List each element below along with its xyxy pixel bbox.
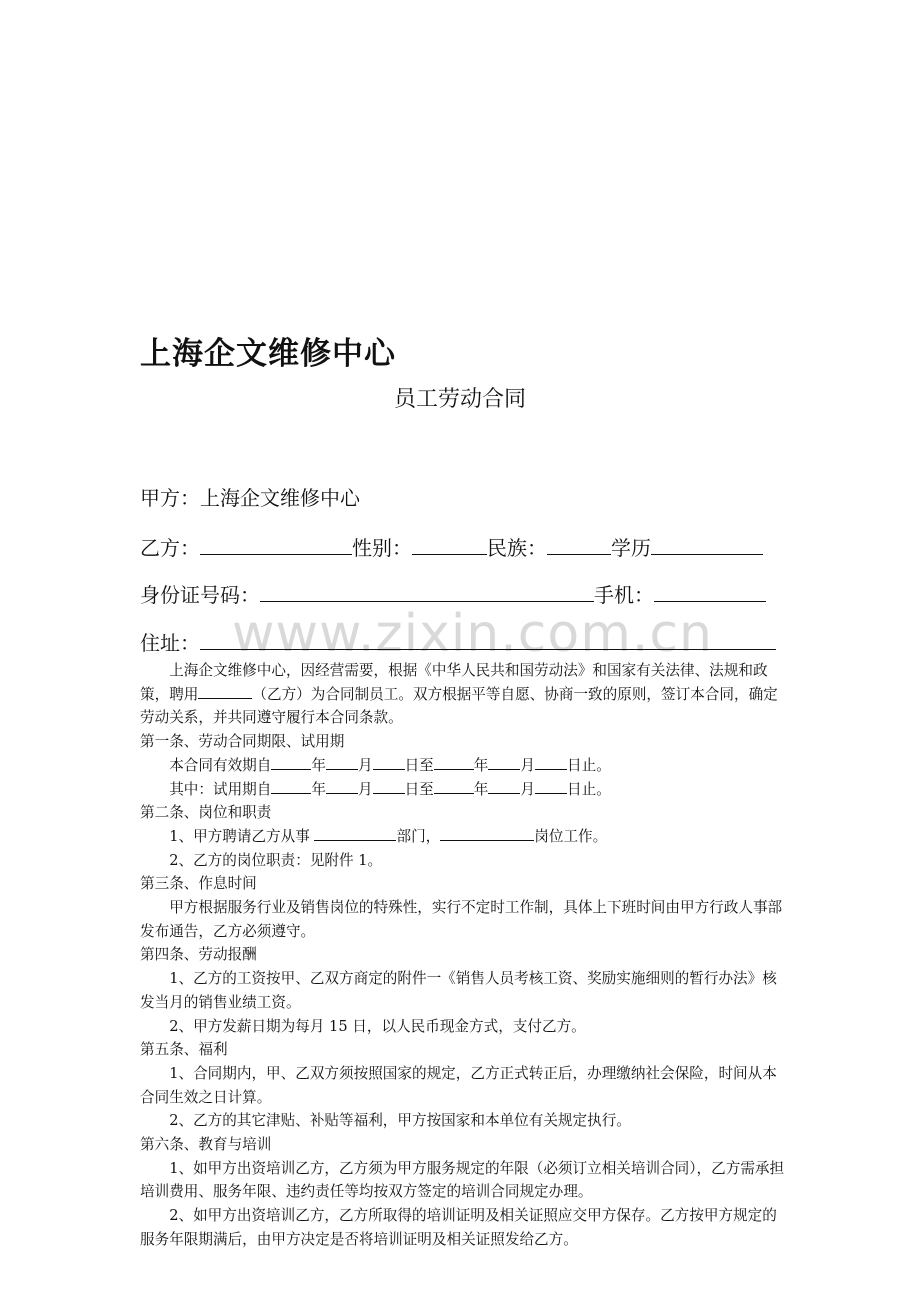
article-4-title: 第四条、劳动报酬 bbox=[140, 946, 257, 964]
contract-period-line: 本合同有效期自 年 月 日至 年 月 日止。 bbox=[169, 756, 611, 774]
id-label: 身份证号码： bbox=[140, 583, 260, 607]
ethnicity-label: 民族： bbox=[487, 536, 547, 560]
party-b-name-blank bbox=[200, 536, 352, 555]
gender-blank bbox=[412, 536, 487, 555]
article-5-title: 第五条、福利 bbox=[140, 1041, 228, 1059]
salary-paragraph-2: 2、甲方发薪日期为每月 15 日，以人民币现金方式，支付乙方。 bbox=[169, 1017, 586, 1035]
article-3-title: 第三条、作息时间 bbox=[140, 875, 257, 893]
party-a-line: 甲方：上海企文维修中心 bbox=[140, 486, 360, 510]
education-blank bbox=[651, 536, 763, 555]
article-1-title: 第一条、劳动合同期限、试用期 bbox=[140, 733, 345, 751]
phone-blank bbox=[654, 583, 766, 602]
watermark: www.zixin.com.cn bbox=[232, 604, 713, 664]
address-label: 住址： bbox=[140, 631, 200, 655]
contract-body bbox=[140, 659, 790, 1252]
welfare-paragraph-1: 1、合同期内，甲、乙双方须按照国家的规定，乙方正式转正后，办理缴纳社会保险，时间从本合同生效之日计算。 bbox=[140, 1064, 777, 1106]
probation-period-line: 其中：试用期自 年 月 日至 年 月 日止。 bbox=[169, 780, 611, 798]
id-blank bbox=[260, 583, 594, 602]
party-b-label: 乙方： bbox=[140, 536, 200, 560]
address-line bbox=[140, 627, 776, 656]
article-2-title: 第二条、岗位和职责 bbox=[140, 804, 272, 822]
phone-label: 手机： bbox=[594, 583, 654, 607]
employee-name-blank bbox=[198, 684, 252, 699]
document-title: 员工劳动合同 bbox=[393, 387, 526, 412]
work-hours-paragraph: 甲方根据服务行业及销售岗位的特殊性，实行不定时工作制，具体上下班时间由甲方行政人事部发布通告，乙方必须遵守。 bbox=[140, 899, 783, 940]
duties-line: 2、乙方的岗位职责：见附件 1。 bbox=[169, 851, 383, 869]
training-paragraph-1: 1、如甲方出资培训乙方，乙方须为甲方服务规定的年限（必须订立相关培训合同），乙方需承担培训费用、服务年限、违约责任等均按双方签定的培训合同规定办理。 bbox=[140, 1159, 785, 1201]
gender-label: 性别： bbox=[352, 536, 412, 560]
intro-paragraph: 上海企文维修中心，因经营需要，根据《中华人民共和国劳动法》和国家有关法律、法规和政策，聘用 （乙方）为合同制员工。双方根据平等自愿、协商一致的原则，签订本合同，确定劳动关系，并共同遵守履行本合同条款。 bbox=[140, 662, 778, 727]
training-paragraph-2: 2、如甲方出资培训乙方，乙方所取得的培训证明及相关证照应交甲方保存。乙方按甲方规定的服务年限期满后，由甲方决定是否将培训证明及相关证照发给乙方。 bbox=[140, 1207, 777, 1248]
address-blank bbox=[200, 631, 776, 650]
ethnicity-blank bbox=[547, 536, 611, 555]
education-label: 学历 bbox=[611, 536, 651, 560]
article-6-title: 第六条、教育与培训 bbox=[140, 1136, 272, 1154]
party-b-line bbox=[140, 532, 763, 561]
company-name: 上海企文维修中心 bbox=[140, 336, 396, 372]
salary-paragraph-1: 1、乙方的工资按甲、乙双方商定的附件一《销售人员考核工资、奖励实施细则的暂行办法》核发当月的销售业绩工资。 bbox=[140, 970, 777, 1011]
welfare-paragraph-2: 2、乙方的其它津贴、补贴等福利，甲方按国家和本单位有关规定执行。 bbox=[169, 1112, 631, 1130]
position-line: 1、甲方聘请乙方从事 部门， 岗位工作。 bbox=[169, 827, 608, 845]
